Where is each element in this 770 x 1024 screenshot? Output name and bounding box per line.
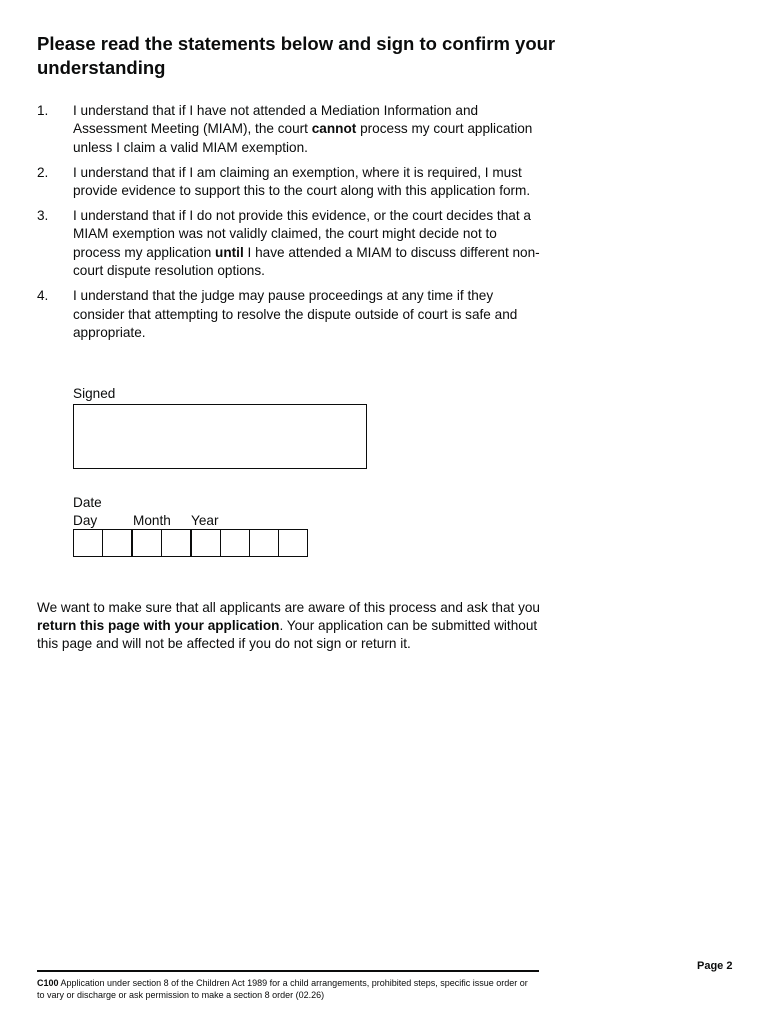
statement-text-part: I understand that the judge may pause proceedings at any time if they consider that attempting to resolve the dispute outside of court is safe and appropriate. (73, 288, 518, 340)
closing-text-part: . Your application can be submitted without this page and will not be affected if you do not sign or return it. (37, 618, 538, 652)
statement-text-part: process my court application unless I claim a valid MIAM exemption. (73, 121, 533, 155)
month-digit-2-input[interactable] (162, 530, 192, 556)
statement-item (37, 102, 547, 157)
form-code: C100 (37, 978, 59, 988)
page-title: Please read the statements below and sign to confirm your understanding (37, 33, 556, 78)
statement-text (73, 102, 543, 157)
page-number: Page 2 (697, 960, 733, 972)
day-label: Day (73, 513, 98, 528)
closing-paragraph (37, 599, 547, 654)
year-digit-3-input[interactable] (250, 530, 279, 556)
statement-text-part: I have attended a MIAM to discuss different non-court dispute resolution options. (73, 244, 540, 279)
date-label: Date (73, 495, 102, 510)
footer-divider (37, 970, 539, 972)
statement-emphasis: until (215, 244, 244, 260)
statement-text (73, 207, 543, 281)
form-description: Application under section 8 of the Children Act 1989 for a child arrangements, prohibited steps, specific issue order or to vary or discharge or ask permission to make a section 8 order (02.26) (37, 978, 528, 1000)
statement-number: 1. (37, 103, 49, 118)
statement-item (37, 287, 547, 342)
statement-number: 4. (37, 288, 49, 304)
statement-number: 2. (37, 164, 49, 180)
signed-label: Signed (73, 386, 116, 401)
statement-text-part: I understand that if I am claiming an exemption, where it is required, I must provide evidence to support this to the court along with this application form. (73, 164, 531, 199)
month-digit-1-input[interactable] (133, 530, 162, 556)
statement-text (73, 287, 543, 342)
statements-list (37, 102, 547, 349)
statement-item (37, 164, 547, 201)
statement-item (37, 207, 547, 281)
closing-text-part: We want to make sure that all applicants are aware of this process and ask that you (37, 599, 540, 615)
year-digit-2-input[interactable] (221, 530, 250, 556)
statement-emphasis: cannot (311, 121, 357, 137)
closing-emphasis: return this page with your application (37, 618, 280, 633)
statement-text-part: I understand that if I have not attended a Mediation Information and Assessment Meeting (MIAM), the court (73, 103, 479, 137)
year-label: Year (191, 513, 219, 528)
statement-text (73, 164, 543, 201)
statement-number: 3. (37, 208, 49, 224)
day-digit-1-input[interactable] (74, 530, 103, 556)
signature-box[interactable] (73, 404, 367, 469)
year-digit-4-input[interactable] (279, 530, 307, 556)
footer-text (37, 977, 537, 1001)
day-digit-2-input[interactable] (103, 530, 133, 556)
statement-text-part: I understand that if I do not provide this evidence, or the court decides that a MIAM exemption was not validly claimed, the court might decide not to process my application (73, 208, 531, 260)
year-digit-1-input[interactable] (192, 530, 221, 556)
month-label: Month (133, 513, 171, 528)
date-input-grid (73, 529, 308, 557)
